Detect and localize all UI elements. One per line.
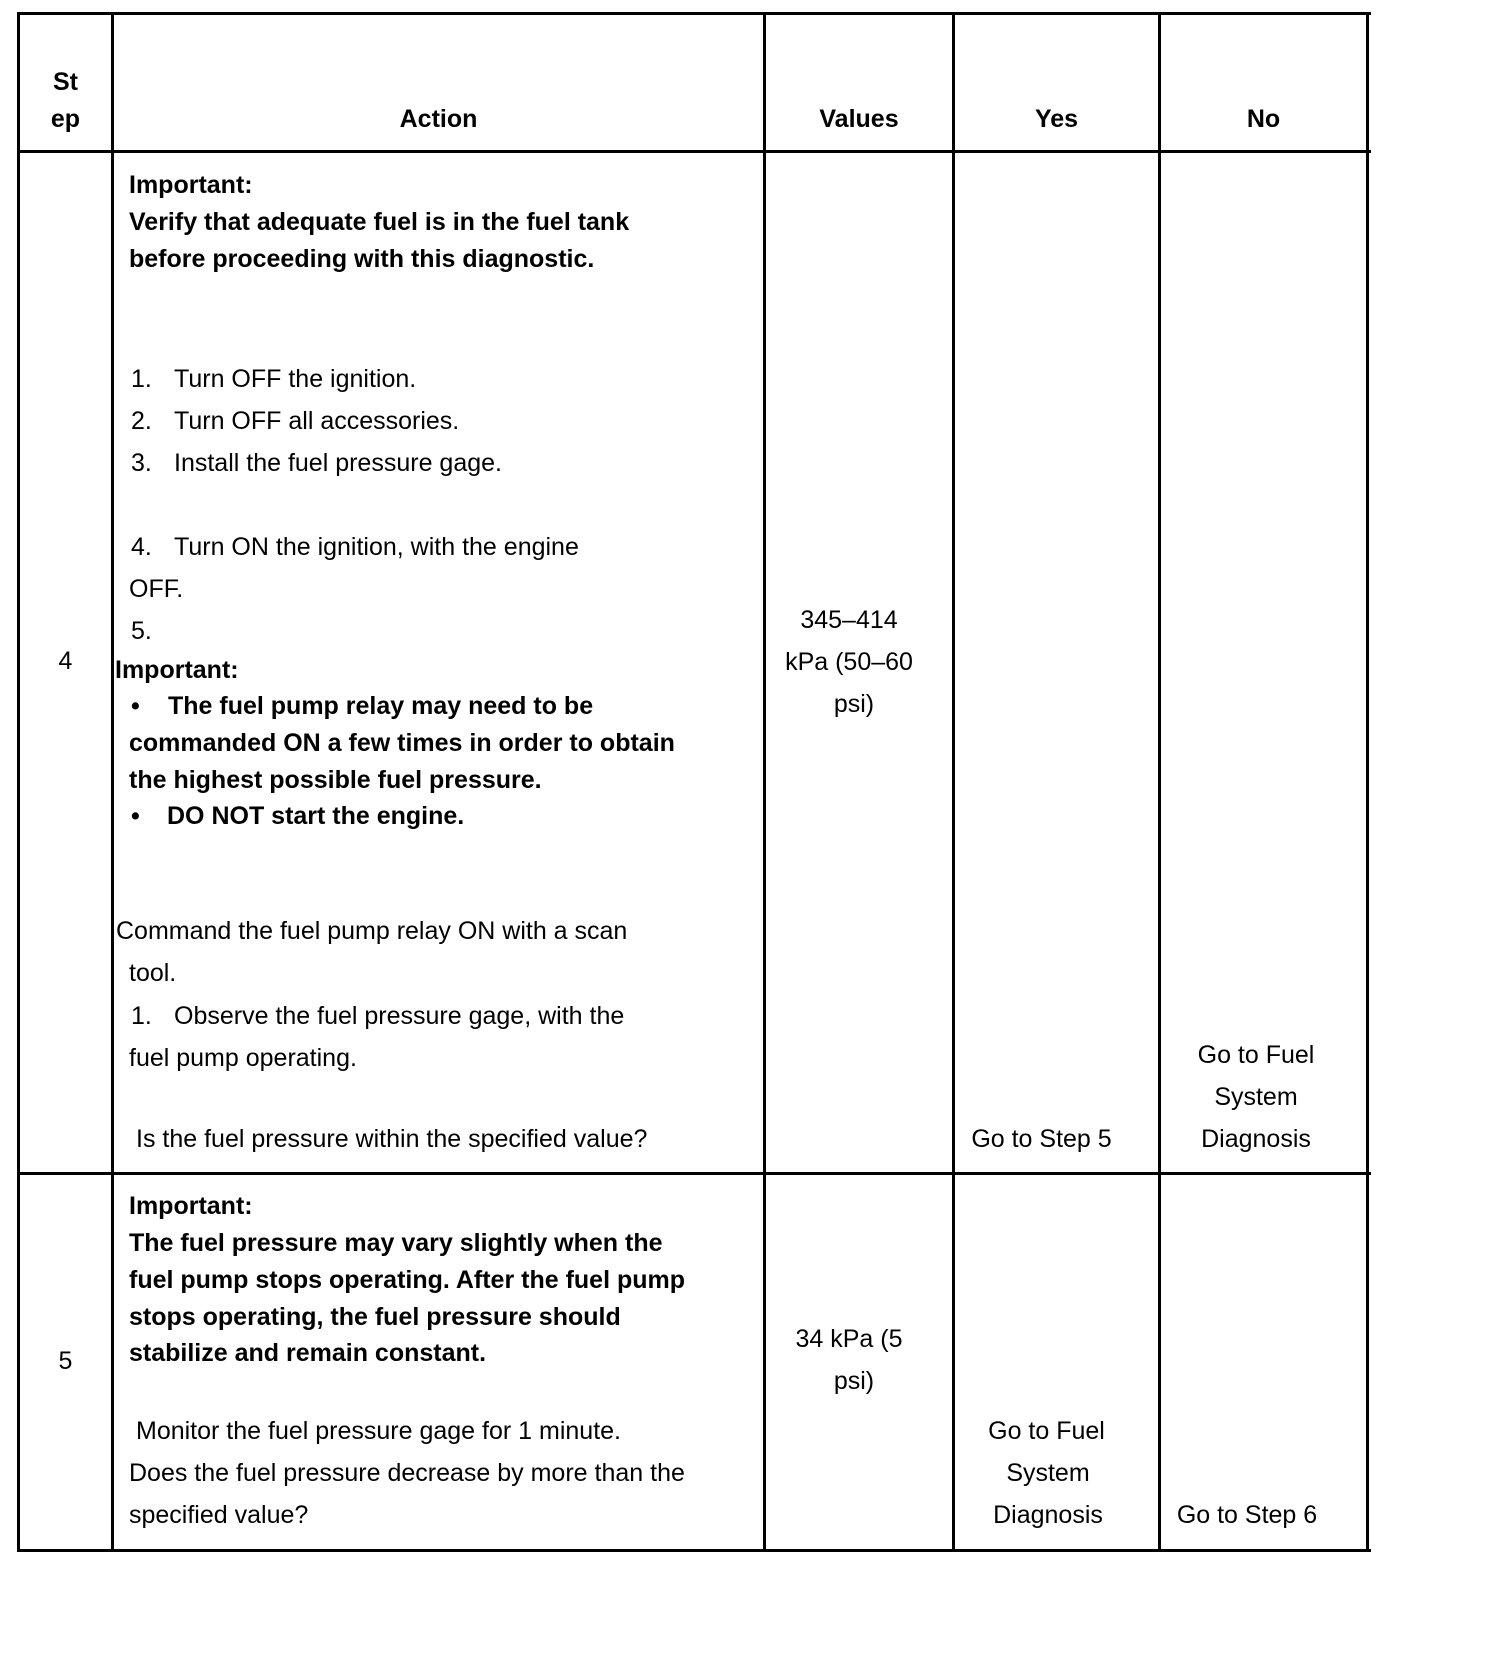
- no-link: Go to Fuel: [1197, 1041, 1315, 1069]
- row-divider: [17, 1172, 1371, 1175]
- important-text: The fuel pressure may vary slightly when the: [129, 1229, 663, 1257]
- header-values: Values: [819, 105, 899, 133]
- command-text: Command the fuel pump relay ON with a scan: [116, 917, 628, 945]
- question-text: Is the fuel pressure within the specified value?: [136, 1125, 648, 1153]
- step-number: 4: [58, 647, 73, 675]
- column-divider: [952, 12, 955, 1552]
- value-text: 345–414: [800, 606, 898, 634]
- no-link: Go to Step 6: [1176, 1501, 1318, 1529]
- value-text: psi): [833, 1367, 875, 1395]
- table-border-top: [17, 12, 1371, 15]
- list-number: 2.: [131, 407, 152, 435]
- yes-link: Go to Step 5: [971, 1125, 1112, 1153]
- list-item: Turn OFF the ignition.: [174, 365, 417, 393]
- question-text: specified value?: [129, 1501, 309, 1529]
- important-text: stops operating, the fuel pressure should: [129, 1303, 621, 1331]
- yes-link: System: [1006, 1459, 1090, 1487]
- bullet-text: the highest possible fuel pressure.: [129, 766, 542, 794]
- list-item-continued: fuel pump operating.: [129, 1044, 357, 1072]
- column-divider: [763, 12, 766, 1552]
- list-number: 1.: [131, 1002, 152, 1030]
- list-number: 5.: [131, 617, 152, 645]
- list-item-continued: OFF.: [129, 575, 184, 603]
- important-label: Important:: [129, 171, 253, 199]
- bullet-text: DO NOT start the engine.: [167, 802, 465, 830]
- value-text: 34 kPa (5: [795, 1325, 903, 1353]
- list-number: 4.: [131, 533, 152, 561]
- no-link: System: [1214, 1083, 1298, 1111]
- important-text: before proceeding with this diagnostic.: [129, 245, 595, 273]
- bullet-text: The fuel pump relay may need to be: [168, 692, 594, 720]
- header-divider: [17, 150, 1371, 153]
- list-item: Turn OFF all accessories.: [174, 407, 460, 435]
- table-border-bottom: [17, 1549, 1371, 1552]
- step-number: 5: [58, 1347, 73, 1375]
- no-link: Diagnosis: [1201, 1125, 1311, 1153]
- table-border-left: [17, 12, 20, 1552]
- question-text: Does the fuel pressure decrease by more than the: [129, 1459, 685, 1487]
- list-item: Observe the fuel pressure gage, with the: [174, 1002, 625, 1030]
- bullet-text: commanded ON a few times in order to obtain: [129, 729, 675, 757]
- bullet-icon: •: [131, 692, 140, 720]
- header-step-line2: ep: [50, 105, 81, 133]
- important-label: Important:: [129, 1192, 253, 1220]
- header-action: Action: [399, 105, 478, 133]
- header-no: No: [1246, 105, 1281, 133]
- monitor-text: Monitor the fuel pressure gage for 1 minute.: [136, 1417, 621, 1445]
- value-text: psi): [833, 690, 875, 718]
- list-number: 1.: [131, 365, 152, 393]
- command-text: tool.: [129, 959, 177, 987]
- yes-link: Go to Fuel: [988, 1417, 1105, 1445]
- value-text: kPa (50–60: [785, 648, 913, 676]
- important-text: stabilize and remain constant.: [129, 1339, 487, 1367]
- column-divider: [1158, 12, 1161, 1552]
- table-border-right: [1366, 12, 1369, 1552]
- yes-link: Diagnosis: [993, 1501, 1103, 1529]
- bullet-icon: •: [131, 802, 140, 830]
- header-step-line1: St: [53, 68, 78, 96]
- important-label: Important:: [115, 656, 239, 684]
- important-text: fuel pump stops operating. After the fuel pump: [129, 1266, 686, 1294]
- list-item: Turn ON the ignition, with the engine: [174, 533, 579, 561]
- list-item: Install the fuel pressure gage.: [174, 449, 502, 477]
- column-divider: [111, 12, 114, 1552]
- list-number: 3.: [131, 449, 152, 477]
- header-yes: Yes: [1034, 105, 1079, 133]
- important-text: Verify that adequate fuel is in the fuel tank: [129, 208, 630, 236]
